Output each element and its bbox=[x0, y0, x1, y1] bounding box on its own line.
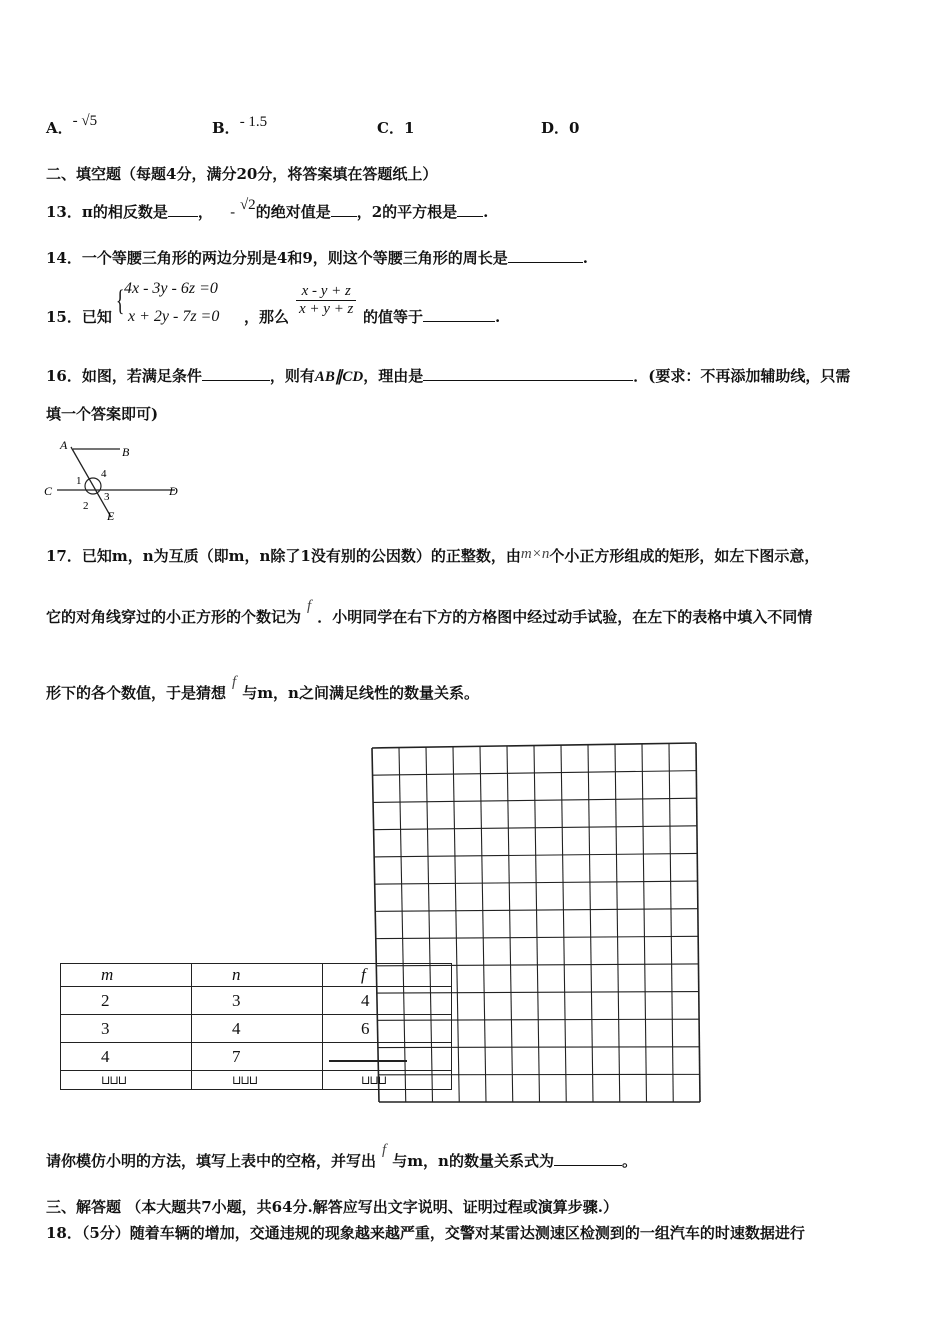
label-a: A bbox=[60, 440, 68, 452]
q15-equation-2: x + 2y - 7z =0 bbox=[128, 308, 220, 325]
table-cell: 3 bbox=[61, 1015, 192, 1043]
q15-text-b: ，那么 bbox=[244, 308, 290, 326]
q15-tail bbox=[363, 306, 500, 327]
option-a bbox=[46, 113, 98, 138]
q16-text-a: 如图，若满足条件 bbox=[81, 367, 202, 385]
option-a-letter: A． bbox=[46, 119, 73, 137]
option-b-value: - 1.5 bbox=[239, 114, 268, 130]
table-cell: 4 bbox=[323, 987, 452, 1015]
table-cell: ⊔⊔⊔ bbox=[61, 1071, 192, 1090]
option-d-letter: D． bbox=[541, 119, 570, 137]
q17-text-3a: 形下的各个数值，于是猜想 bbox=[46, 684, 227, 702]
q17-line-3 bbox=[46, 674, 479, 703]
section-2-title: 二、填空题（每题4分，满分20分，将答案填在答题纸上） bbox=[46, 165, 438, 183]
q15-text-a: 已知 bbox=[81, 308, 112, 326]
grid-line-vertical bbox=[669, 743, 673, 1102]
label-b: B bbox=[122, 445, 130, 459]
header-f: f bbox=[323, 964, 452, 987]
option-c-value: 1 bbox=[403, 119, 415, 137]
option-d-value: 0 bbox=[569, 119, 580, 137]
table-cell: ⊔⊔⊔ bbox=[323, 1071, 452, 1090]
option-d bbox=[541, 117, 579, 138]
table-cell: 4 bbox=[61, 1043, 192, 1071]
q15-number: 15． bbox=[46, 308, 82, 326]
q17-f-symbol: f bbox=[307, 598, 312, 614]
q16-number: 16． bbox=[46, 367, 82, 385]
table-blank-cell[interactable] bbox=[323, 1043, 452, 1071]
q17-m-times-n: m×n bbox=[520, 546, 550, 562]
table-cell: 7 bbox=[192, 1043, 323, 1071]
q14-end: . bbox=[582, 249, 588, 267]
q17-line-2 bbox=[46, 598, 813, 627]
q14-blank[interactable] bbox=[508, 248, 583, 263]
q16-line-2: 填一个答案即可) bbox=[46, 405, 159, 423]
angle-1-label: 1 bbox=[76, 475, 82, 487]
angle-3-label: 3 bbox=[104, 491, 110, 503]
grid-line-vertical bbox=[480, 746, 486, 1102]
option-b-letter: B． bbox=[212, 119, 240, 137]
option-b bbox=[212, 114, 268, 138]
q16-blank-1[interactable] bbox=[202, 366, 270, 381]
q15-brace: { bbox=[115, 284, 125, 317]
grid-line-vertical bbox=[588, 745, 593, 1102]
q17-line-4 bbox=[46, 1142, 637, 1171]
table-row bbox=[61, 987, 452, 1015]
q13-blank-3[interactable] bbox=[457, 202, 483, 217]
q17-text-2a: 它的对角线穿过的小正方形的个数记为 bbox=[46, 608, 302, 626]
question-14 bbox=[46, 247, 588, 268]
table-cell: 2 bbox=[61, 987, 192, 1015]
table-row bbox=[61, 1043, 452, 1071]
table-header-row bbox=[61, 964, 452, 987]
q14-number: 14． bbox=[46, 249, 82, 267]
grid-line-vertical bbox=[534, 746, 540, 1103]
q13-blank-2[interactable] bbox=[331, 202, 357, 217]
table-blank[interactable] bbox=[329, 1046, 407, 1062]
q15-fraction-numerator: x - y + z bbox=[296, 283, 356, 301]
q13-text-b: ， bbox=[197, 203, 213, 221]
q16-text-d: ．(要求：不再添加辅助线，只需 bbox=[633, 367, 851, 385]
question-18: 18．（5分）随着车辆的增加，交通违规的现象越来越严重，交警对某雷达测速区检测到的一组汽车的时速数据进行 bbox=[46, 1224, 805, 1242]
q16-figure bbox=[40, 440, 190, 525]
q17-text-1b: 个小正方形组成的矩形，如左下图示意， bbox=[549, 547, 820, 565]
q13-text-a: π的相反数是 bbox=[81, 203, 168, 221]
grid-line-vertical bbox=[507, 746, 513, 1102]
q17-answer-blank[interactable] bbox=[554, 1151, 622, 1166]
q16-text-c: ，理由是 bbox=[363, 367, 424, 385]
q15-fraction bbox=[296, 283, 356, 318]
q13-text-e: 的绝对值是 bbox=[255, 203, 331, 221]
q17-text-1a: 17．已知m，n为互质（即m，n除了1没有别的公因数）的正整数，由 bbox=[46, 547, 521, 565]
grid-line-vertical bbox=[642, 744, 647, 1102]
q13-blank-1[interactable] bbox=[168, 202, 198, 217]
q13-end: . bbox=[483, 203, 489, 221]
question-16 bbox=[46, 365, 850, 386]
option-c bbox=[377, 117, 414, 138]
table-cell: 3 bbox=[192, 987, 323, 1015]
angle-4-label: 4 bbox=[101, 468, 107, 480]
label-c: C bbox=[44, 484, 53, 498]
angle-2-label: 2 bbox=[83, 500, 89, 512]
q15-equation-1: 4x - 3y - 6z =0 bbox=[124, 280, 218, 297]
q17-f-symbol-3: f bbox=[382, 1142, 387, 1158]
grid-line-vertical bbox=[561, 745, 566, 1102]
q16-blank-2[interactable] bbox=[423, 366, 633, 381]
q17-f-symbol-2: f bbox=[232, 674, 237, 690]
q15-fraction-denominator: x + y + z bbox=[299, 301, 354, 317]
mn-f-table bbox=[60, 963, 452, 1090]
q17-text-4a: 请你模仿小明的方法，填写上表中的空格，并写出 bbox=[46, 1152, 377, 1170]
section-3-title: 三、解答题 （本大题共7小题，共64分.解答应写出文字说明、证明过程或演算步骤.） bbox=[46, 1198, 618, 1216]
q13-text-f: ，2的平方根是 bbox=[356, 203, 458, 221]
header-n: n bbox=[192, 964, 323, 987]
option-c-letter: C． bbox=[377, 119, 404, 137]
table-row-ellipsis bbox=[61, 1071, 452, 1090]
q13-sqrt2: √2 bbox=[239, 197, 256, 213]
q13-number: 13． bbox=[46, 203, 82, 221]
q17-text-2b: ．小明同学在右下方的方格图中经过动手试验，在左下的表格中填入不同情 bbox=[317, 608, 813, 626]
q15-lead bbox=[46, 306, 112, 327]
header-m: m bbox=[61, 964, 192, 987]
q14-text: 一个等腰三角形的两边分别是4和9，则这个等腰三角形的周长是 bbox=[81, 249, 508, 267]
q16-ab-parallel-cd: AB∥CD bbox=[314, 369, 364, 385]
q17-end: 。 bbox=[621, 1152, 637, 1170]
q15-text-c: 的值等于 bbox=[363, 308, 424, 326]
q17-line-1 bbox=[46, 545, 819, 566]
q16-text-b: ，则有 bbox=[269, 367, 315, 385]
table-cell: 6 bbox=[323, 1015, 452, 1043]
q15-blank[interactable] bbox=[423, 307, 495, 322]
option-a-value: - √5 bbox=[72, 113, 98, 129]
grid-line-vertical bbox=[615, 744, 620, 1102]
grid-line-vertical bbox=[453, 747, 459, 1102]
q15-end: . bbox=[495, 308, 501, 326]
q17-text-4b: 与m，n的数量关系式为 bbox=[392, 1152, 554, 1170]
table-row bbox=[61, 1015, 452, 1043]
label-e: E bbox=[107, 509, 115, 523]
table-cell: ⊔⊔⊔ bbox=[192, 1071, 323, 1090]
grid-line-vertical bbox=[696, 743, 700, 1102]
question-13 bbox=[46, 197, 489, 222]
q17-text-3b: 与m，n之间满足线性的数量关系。 bbox=[242, 684, 479, 702]
q13-minus: - bbox=[230, 203, 240, 221]
label-d: D bbox=[169, 484, 178, 498]
table-cell: 4 bbox=[192, 1015, 323, 1043]
